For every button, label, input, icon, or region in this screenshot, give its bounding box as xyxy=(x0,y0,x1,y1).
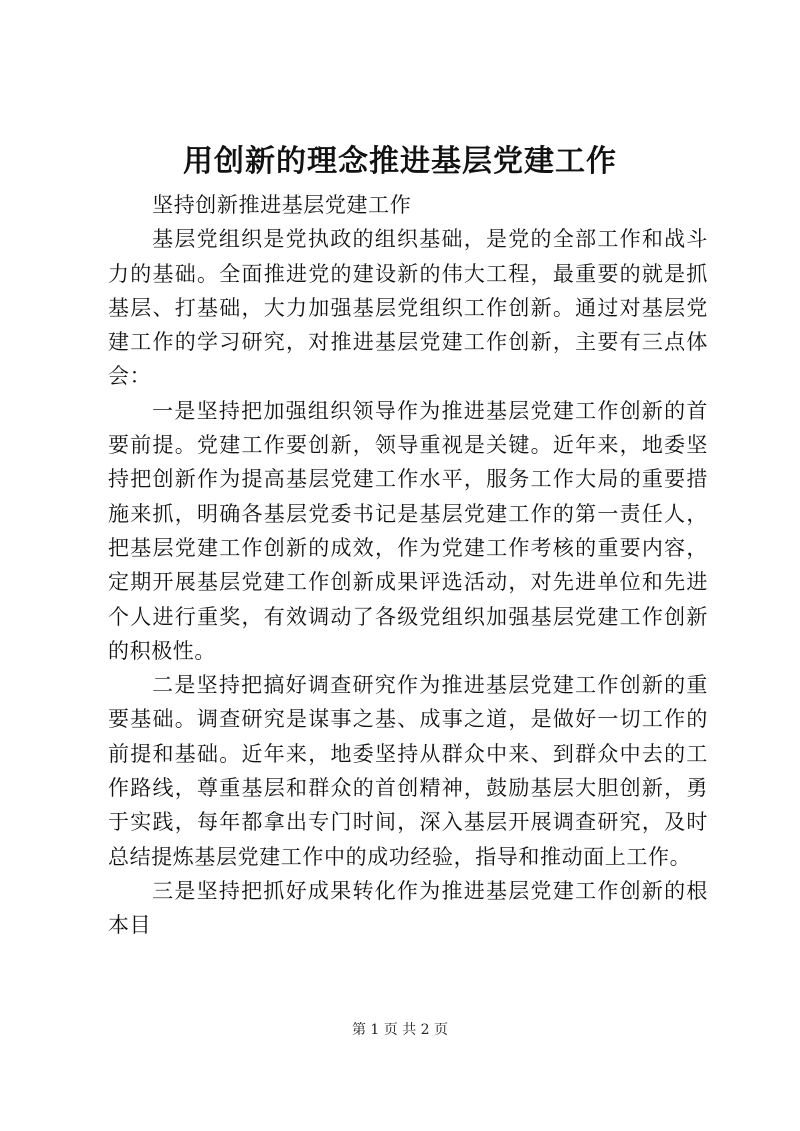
paragraph-point-three: 三是坚持把抓好成果转化作为推进基层党建工作创新的根本目 xyxy=(108,878,708,938)
paragraph-intro: 基层党组织是党执政的组织基础，是党的全部工作和战斗力的基础。全面推进党的建设新的伟大工程，最重要的就是抓基层、打基础，大力加强基层党组织工作创新。通过对基层党建工作的学习研究，对推进基层党建工作创新，主要有三点体会： xyxy=(108,227,708,389)
page-footer xyxy=(0,1020,800,1040)
document-body xyxy=(108,188,708,943)
paragraph-point-two: 二是坚持把搞好调查研究作为推进基层党建工作创新的重要基础。调查研究是谋事之基、成事之道，是做好一切工作的前提和基础。近年来，地委坚持从群众中来、到群众中去的工作路线，尊重基层和群众的首创精神，鼓励基层大胆创新，勇于实践，每年都拿出专门时间，深入基层开展调查研究，及时总结提炼基层党建工作中的成功经验，指导和推动面上工作。 xyxy=(108,673,708,869)
page-number: 第 1 页 共 2 页 xyxy=(351,1022,449,1038)
paragraph-point-one: 一是坚持把加强组织领导作为推进基层党建工作创新的首要前提。党建工作要创新，领导重视是关键。近年来，地委坚持把创新作为提高基层党建工作水平，服务工作大局的重要措施来抓，明确各基层党委书记是基层党建工作的第一责任人，把基层党建工作创新的成效，作为党建工作考核的重要内容，定期开展基层党建工作创新成果评选活动，对先进单位和先进个人进行重奖，有效调动了各级党组织加强基层党建工作创新的积极性。 xyxy=(108,398,708,663)
page-title: 用创新的理念推进基层党建工作 xyxy=(183,144,617,179)
subtitle-line: 坚持创新推进基层党建工作 xyxy=(152,193,412,217)
